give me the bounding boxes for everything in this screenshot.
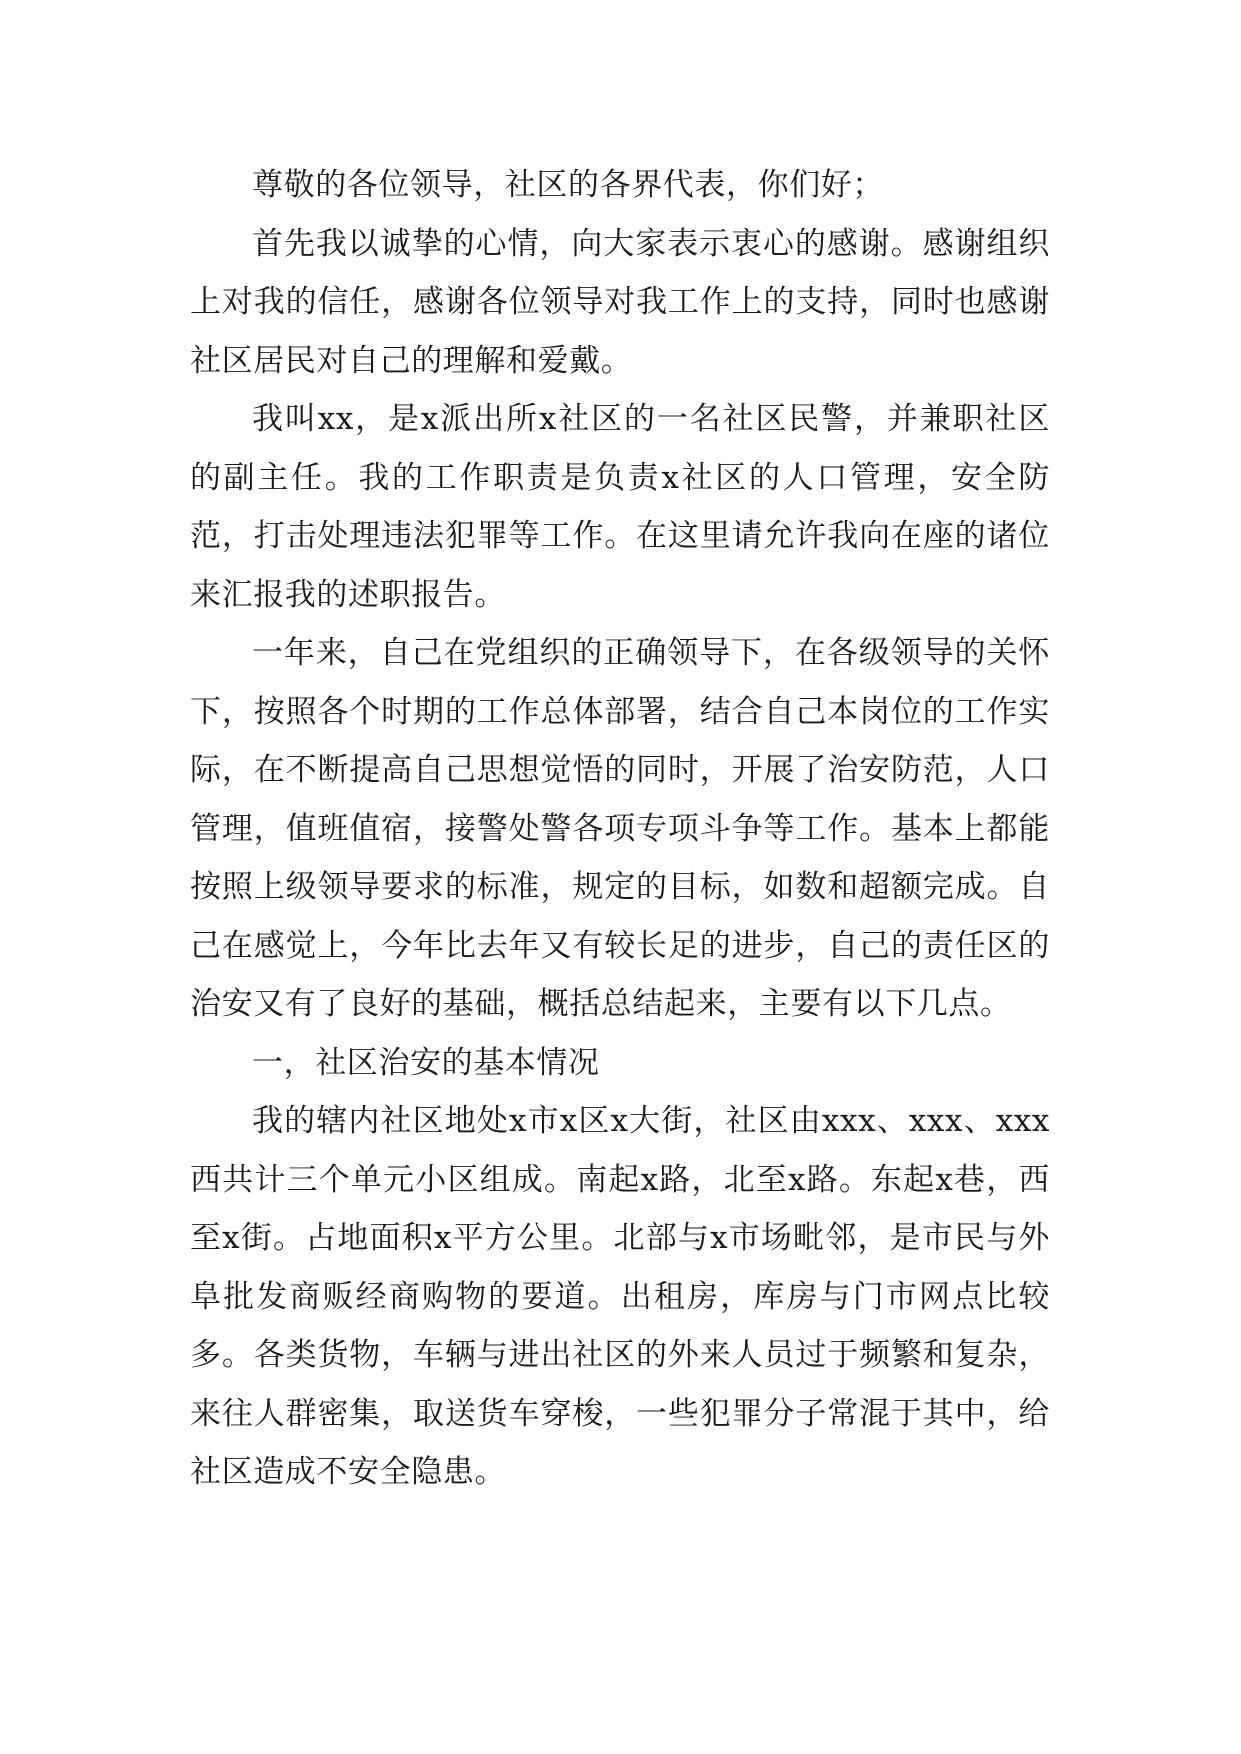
thanks-paragraph: 首先我以诚挚的心情，向大家表示衷心的感谢。感谢组织上对我的信任，感谢各位领导对我工作上的支持，同时也感谢社区居民对自己的理解和爱戴。	[190, 225, 1050, 379]
section-heading: 一，社区治安的基本情况	[252, 1044, 600, 1081]
summary-paragraph: 一年来，自己在党组织的正确领导下，在各级领导的关怀下，按照各个时期的工作总体部署，结合自己本岗位的工作实际，在不断提高自己思想觉悟的同时，开展了治安防范，人口管理，值班值宿，接警处警各项专项斗争等工作。基本上都能按照上级领导要求的标准，规定的目标，如数和超额完成。自己在感觉上，今年比去年又有较长足的进步，自己的责任区的治安又有了良好的基础，概括总结起来，主要有以下几点。	[190, 635, 1050, 1022]
document-body	[190, 156, 1050, 1502]
community-situation-paragraph: 我的辖内社区地处x市x区x大街，社区由xxx、xxx、xxx西共计三个单元小区组成。南起x路，北至x路。东起x巷，西至x街。占地面积x平方公里。北部与x市场毗邻，是市民与外阜批发商贩经商购物的要道。出租房，库房与门市网点比较多。各类货物，车辆与进出社区的外来人员过于频繁和复杂，来往人群密集，取送货车穿梭，一些犯罪分子常混于其中，给社区造成不安全隐患。	[190, 1103, 1050, 1490]
greeting-paragraph: 尊敬的各位领导，社区的各界代表，你们好；	[252, 167, 884, 203]
introduction-paragraph: 我叫xx，是x派出所x社区的一名社区民警，并兼职社区的副主任。我的工作职责是负责x社区的人口管理，安全防范，打击处理违法犯罪等工作。在这里请允许我向在座的诸位来汇报我的述职报告。	[190, 401, 1050, 613]
